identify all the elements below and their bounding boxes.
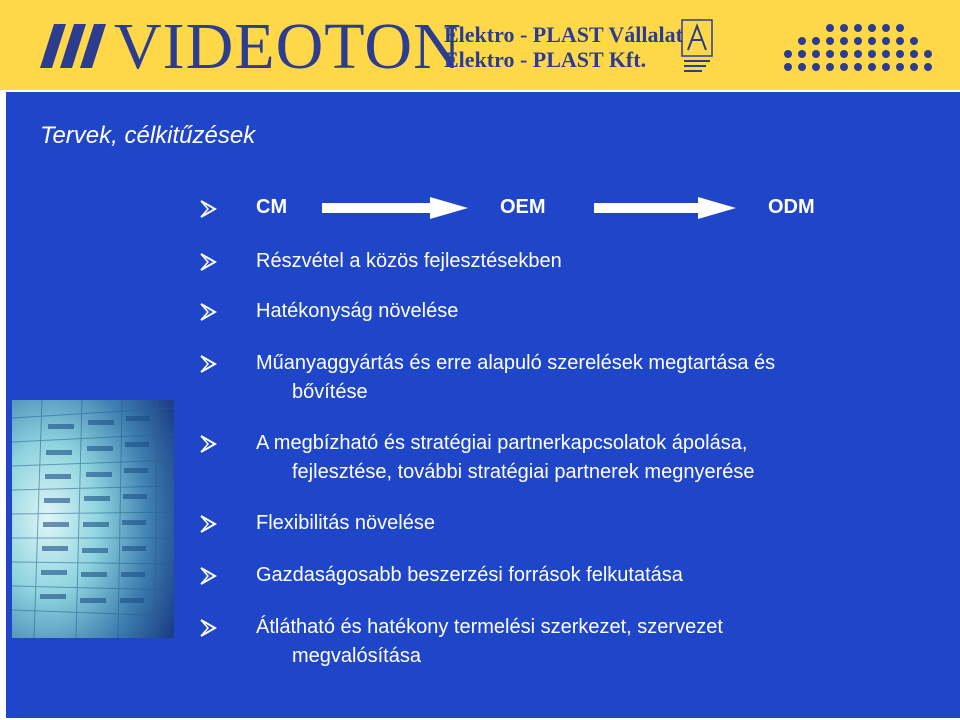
arrowhead-bullet-icon xyxy=(198,566,218,586)
company-line-1: Elektro - PLAST Vállalat xyxy=(444,22,683,47)
company-line-2: Elektro - PLAST Kft. xyxy=(444,47,647,72)
bullet-text-continued: megvalósítása xyxy=(292,645,421,667)
videoton-logo: VIDEOTON xyxy=(114,10,462,83)
arrowhead-bullet-icon xyxy=(198,302,218,322)
data-table-photo xyxy=(12,400,174,638)
arrowhead-bullet-icon xyxy=(198,618,218,638)
dot-pattern-icon xyxy=(778,22,938,72)
bullet-text: Műanyaggyártás és erre alapuló szerelések megtartása és xyxy=(256,352,776,374)
arrowhead-bullet-icon xyxy=(198,434,218,454)
arrowhead-bullet-icon xyxy=(198,354,218,374)
company-name xyxy=(444,22,683,72)
header-banner xyxy=(0,0,960,90)
slide-title: Tervek, célkitűzések xyxy=(40,122,256,149)
flow-arrow-2-icon xyxy=(594,197,736,219)
bullet-text: Gazdaságosabb beszerzési források felkutatása xyxy=(256,564,683,586)
certification-seal-icon xyxy=(680,18,714,74)
bullet-text-continued: fejlesztése, további stratégiai partnerek megnyerése xyxy=(292,461,755,483)
flow-step-oem: OEM xyxy=(500,196,546,218)
arrowhead-bullet-icon xyxy=(198,514,218,534)
flow-step-odm: ODM xyxy=(768,196,815,218)
flow-arrow-1-icon xyxy=(322,197,468,219)
bullet-text: Hatékonyság növelése xyxy=(256,300,459,322)
logo-stripes-icon xyxy=(40,24,110,68)
bullet-text: Átlátható és hatékony termelési szerkezet, szervezet xyxy=(256,616,723,638)
bullet-text: Flexibilitás növelése xyxy=(256,512,435,534)
arrowhead-bullet-icon xyxy=(198,199,218,219)
bullet-text: A megbízható és stratégiai partnerkapcsolatok ápolása, xyxy=(256,432,748,454)
arrowhead-bullet-icon xyxy=(198,252,218,272)
bullet-text-continued: bővítése xyxy=(292,381,368,403)
bullet-text: Részvétel a közös fejlesztésekben xyxy=(256,250,562,272)
flow-step-cm: CM xyxy=(256,196,288,218)
